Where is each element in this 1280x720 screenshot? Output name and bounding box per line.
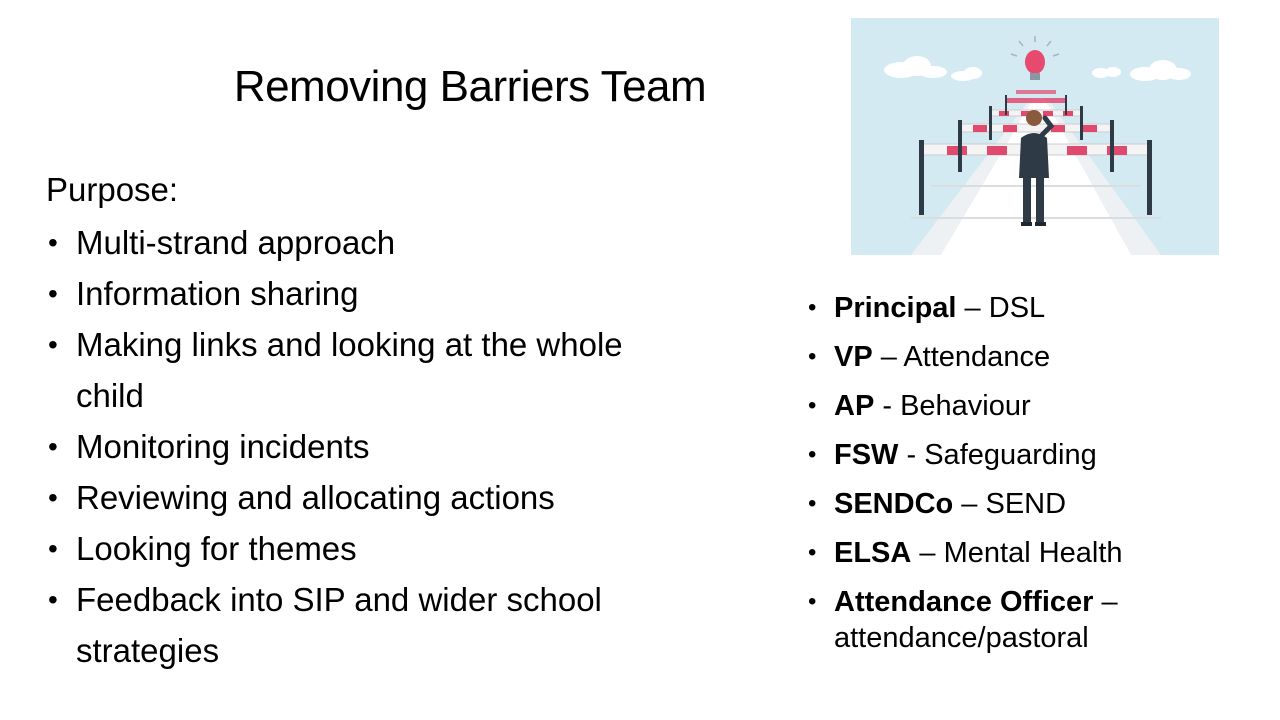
roles-list bbox=[808, 290, 1268, 656]
bullet-icon: • bbox=[808, 588, 817, 615]
list-item bbox=[46, 523, 686, 574]
role-separator: – bbox=[911, 537, 944, 569]
bullet-icon: • bbox=[48, 482, 58, 513]
role-description: attendance/pastoral bbox=[834, 622, 1089, 654]
list-item bbox=[46, 217, 686, 268]
bullet-icon: • bbox=[48, 278, 58, 309]
bullet-icon: • bbox=[48, 533, 58, 564]
purpose-item-text: Looking for themes bbox=[76, 530, 357, 567]
bullet-icon: • bbox=[48, 431, 58, 462]
role-separator: – bbox=[1093, 586, 1118, 618]
role-description: Safeguarding bbox=[924, 439, 1097, 471]
list-item bbox=[46, 472, 686, 523]
list-item bbox=[46, 574, 686, 676]
bullet-icon: • bbox=[48, 584, 58, 615]
slide-title: Removing Barriers Team bbox=[233, 62, 707, 111]
list-item bbox=[808, 535, 1268, 571]
list-item bbox=[808, 388, 1268, 424]
list-item bbox=[808, 486, 1268, 522]
role-description: Attendance bbox=[903, 341, 1051, 373]
role-title: Principal bbox=[834, 292, 957, 324]
role-title: AP bbox=[834, 390, 875, 422]
list-item bbox=[46, 268, 686, 319]
role-title: ELSA bbox=[834, 537, 912, 569]
role-description: DSL bbox=[988, 292, 1046, 324]
purpose-heading: Purpose: bbox=[46, 171, 179, 208]
purpose-item-text: Feedback into SIP and wider school strategies bbox=[76, 581, 602, 669]
purpose-item-text: Multi-strand approach bbox=[76, 224, 396, 261]
bullet-icon: • bbox=[808, 294, 817, 321]
bullet-icon: • bbox=[48, 329, 58, 360]
barriers-illustration-svg bbox=[851, 18, 1219, 255]
list-item bbox=[808, 339, 1268, 375]
role-title: VP bbox=[834, 341, 873, 373]
purpose-item-text: Making links and looking at the whole child bbox=[76, 326, 623, 414]
role-title: SENDCo bbox=[834, 488, 954, 520]
bullet-icon: • bbox=[808, 343, 817, 370]
role-separator: - bbox=[898, 439, 925, 471]
list-item bbox=[808, 290, 1268, 326]
list-item bbox=[808, 584, 1268, 656]
purpose-item-text: Information sharing bbox=[76, 275, 359, 312]
list-item bbox=[46, 421, 686, 472]
role-separator: – bbox=[872, 341, 904, 373]
role-separator: - bbox=[874, 390, 901, 422]
purpose-section bbox=[46, 168, 686, 676]
list-item bbox=[808, 437, 1268, 473]
bullet-icon: • bbox=[808, 490, 817, 517]
role-separator: – bbox=[953, 488, 986, 520]
purpose-list bbox=[46, 217, 686, 676]
bullet-icon: • bbox=[48, 227, 58, 258]
bullet-icon: • bbox=[808, 539, 817, 566]
purpose-item-text: Reviewing and allocating actions bbox=[76, 479, 555, 516]
role-separator: – bbox=[956, 292, 989, 324]
bullet-icon: • bbox=[808, 441, 817, 468]
list-item bbox=[46, 319, 686, 421]
role-title: Attendance Officer bbox=[834, 586, 1094, 618]
role-description: SEND bbox=[985, 488, 1067, 520]
role-description: Behaviour bbox=[900, 390, 1031, 422]
role-title: FSW bbox=[834, 439, 899, 471]
barriers-illustration bbox=[851, 18, 1219, 255]
purpose-item-text: Monitoring incidents bbox=[76, 428, 370, 465]
roles-section bbox=[808, 290, 1268, 669]
bullet-icon: • bbox=[808, 392, 817, 419]
role-description: Mental Health bbox=[943, 537, 1123, 569]
